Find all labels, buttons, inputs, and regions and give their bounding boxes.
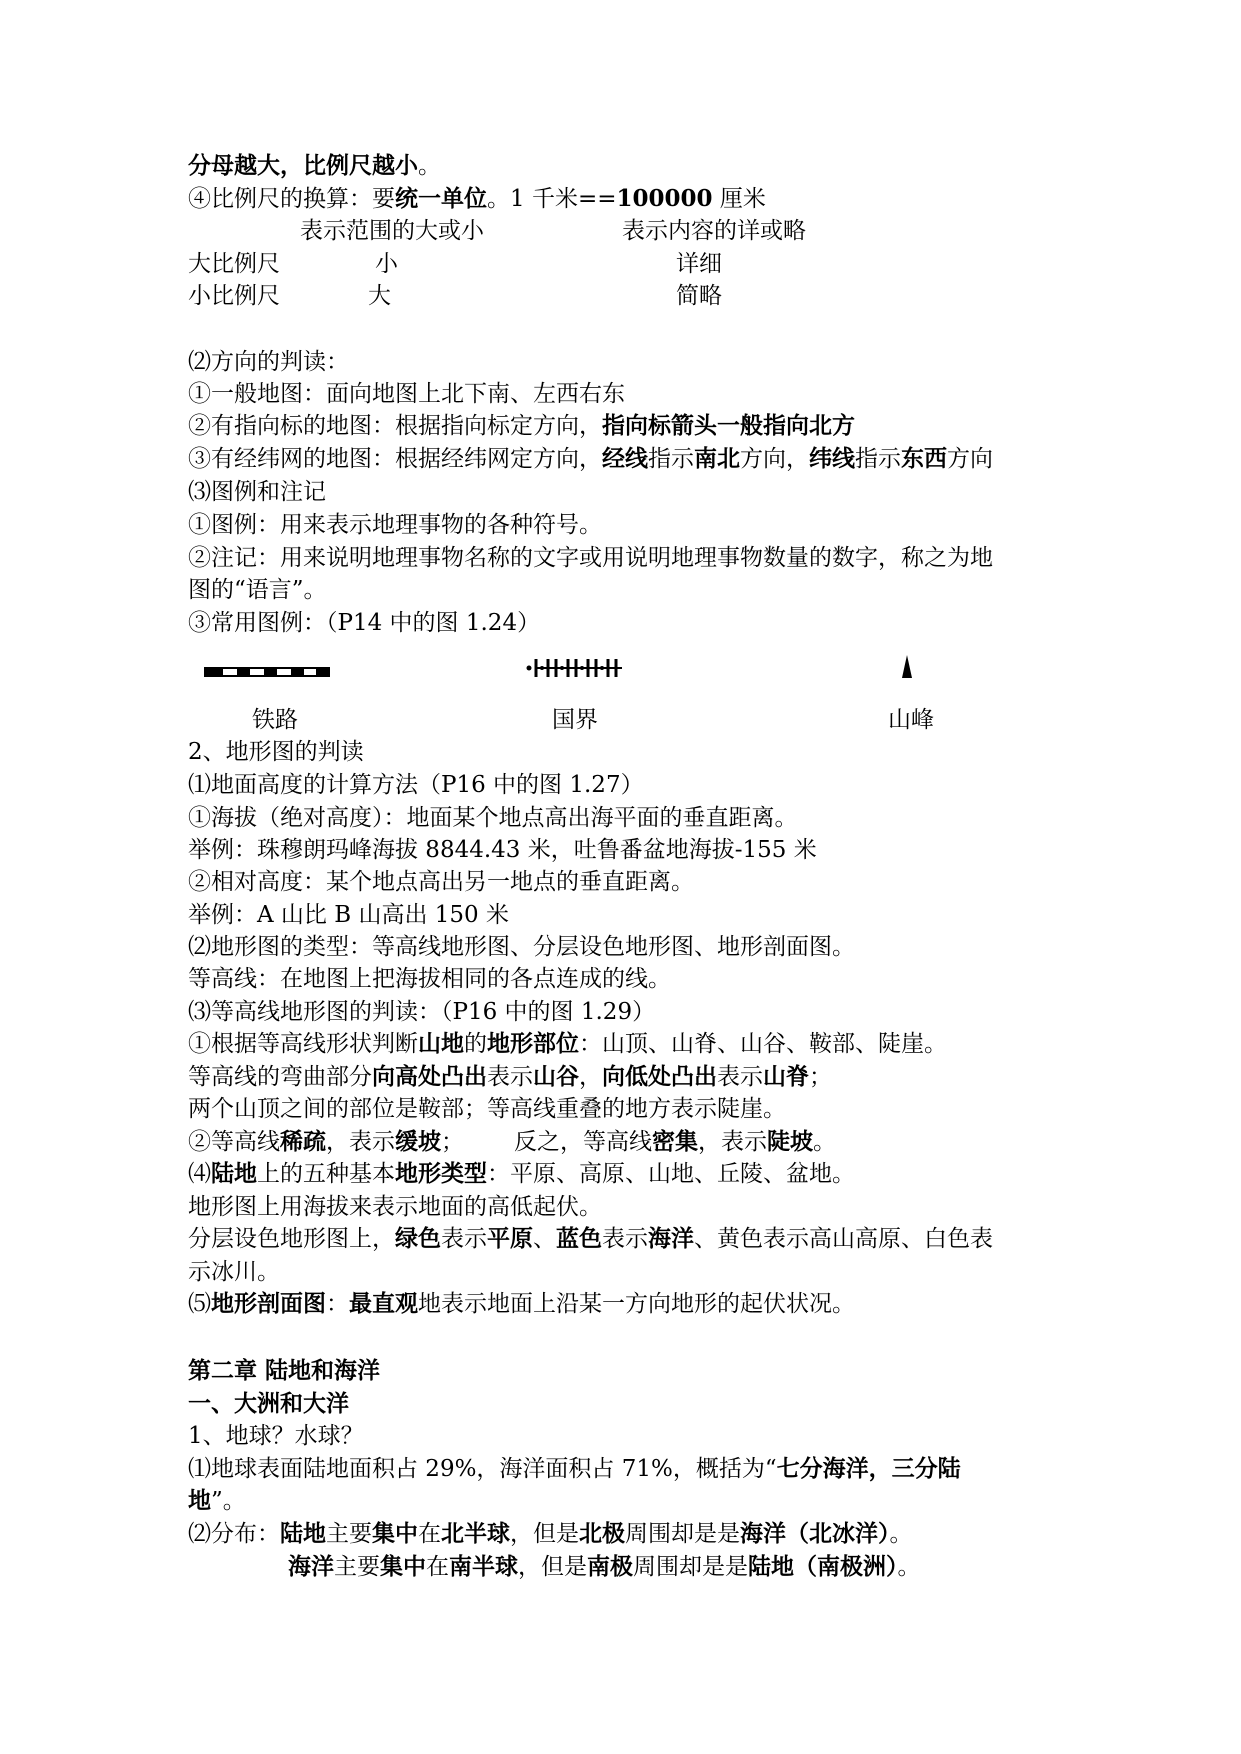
text-run: ⑵分布：	[188, 1521, 280, 1547]
text-line: ⑴地面高度的计算方法（P16 中的图 1.27）	[188, 772, 644, 798]
text-run: ，	[579, 1064, 602, 1090]
text-run: ；	[809, 1064, 832, 1090]
table-row-label: 大比例尺	[188, 251, 280, 277]
bold-phrase: 指向标箭头一般指向北方	[602, 413, 855, 439]
bold-phrase: 陆地	[211, 1161, 257, 1187]
text-run: ②等高线	[188, 1129, 280, 1155]
bold-phrase: 地形部位	[487, 1031, 579, 1057]
text-run: 。	[889, 1521, 913, 1547]
text-line: ⑶等高线地形图的判读：（P16 中的图 1.29）	[188, 999, 656, 1025]
table-cell-range: 大	[368, 283, 391, 309]
bold-phrase: 北半球	[441, 1521, 510, 1547]
text-run: ，表示	[698, 1129, 767, 1155]
bold-phrase: 分母越大，比例尺越小	[188, 152, 418, 179]
bold-phrase: 山脊	[763, 1064, 809, 1090]
table-cell-detail: 简略	[676, 283, 722, 309]
text-run: ④比例尺的换算：要	[188, 186, 395, 212]
bold-phrase: 南极	[587, 1554, 633, 1580]
bold-phrase: 海洋	[648, 1226, 694, 1252]
text-line	[188, 1518, 913, 1550]
text-line: ⑶图例和注记	[188, 479, 326, 505]
bold-phrase: 山谷	[533, 1064, 579, 1090]
text-line: 两个山顶之间的部位是鞍部；等高线重叠的地方表示陡崖。	[188, 1096, 786, 1122]
bold-phrase: 北极	[579, 1521, 625, 1547]
text-run: 表示	[441, 1226, 487, 1252]
text-line: ⑵地形图的类型：等高线地形图、分层设色地形图、地形剖面图。	[188, 934, 855, 960]
text-line	[188, 443, 993, 475]
text-run: ⑸	[188, 1291, 211, 1317]
text-line	[288, 1551, 921, 1583]
bold-phrase: 海洋（北冰洋）	[740, 1521, 890, 1547]
text-run: 的	[464, 1031, 487, 1057]
text-line	[188, 1223, 993, 1255]
text-run: ⑷	[188, 1161, 211, 1187]
bold-phrase: 七分海洋，三分陆	[776, 1456, 961, 1482]
text-run: 表示	[487, 1064, 533, 1090]
text-line: 1、地球？水球？	[188, 1423, 364, 1449]
text-run: ⑴地球表面陆地面积占 29%，海洋面积占 71%，概括为“	[188, 1456, 777, 1482]
text-run: ，但是	[518, 1554, 587, 1580]
text-run: 表示	[602, 1226, 648, 1252]
peak-caption: 山峰	[888, 707, 934, 733]
text-run: 周围却是是	[633, 1554, 748, 1580]
bold-phrase: 集中	[380, 1554, 426, 1580]
text-run: ，表示	[326, 1129, 395, 1155]
text-line: 举例：A 山比 B 山高出 150 米	[188, 902, 509, 928]
text-run: 在	[418, 1521, 441, 1547]
text-run: 反之，等高线	[514, 1129, 652, 1155]
text-run: 。	[897, 1554, 921, 1580]
bold-phrase: 陆地	[280, 1521, 326, 1547]
text-run: 。	[418, 153, 441, 179]
bold-phrase: 平原	[487, 1226, 533, 1252]
text-run: 主要	[326, 1521, 372, 1547]
text-line	[188, 150, 441, 182]
text-run: ①根据等高线形状判断	[188, 1031, 418, 1057]
text-line: ①一般地图：面向地图上北下南、左西右东	[188, 381, 625, 407]
text-line	[188, 1158, 855, 1190]
text-run: 上的五种基本	[257, 1161, 395, 1187]
text-line: 地形图上用海拔来表示地面的高低起伏。	[188, 1194, 602, 1220]
bold-phrase: 东西	[901, 446, 947, 472]
bold-phrase: 南半球	[449, 1554, 518, 1580]
text-line	[188, 410, 855, 442]
bold-phrase: 向高处凸出	[372, 1064, 487, 1090]
bold-phrase: 集中	[372, 1521, 418, 1547]
bold-phrase: 缓坡	[395, 1129, 441, 1155]
bold-phrase: 绿色	[395, 1226, 441, 1252]
text-line	[188, 183, 766, 215]
text-run: 、黄色表示高山高原、白色表	[694, 1226, 993, 1252]
text-run: 周围却是是	[625, 1521, 740, 1547]
railway-symbol-icon	[204, 666, 330, 678]
text-run: 指示	[648, 446, 694, 472]
table-cell-detail: 详细	[676, 251, 722, 277]
text-line: 示冰川。	[188, 1259, 280, 1285]
railway-caption: 铁路	[252, 707, 298, 733]
text-line: 等高线：在地图上把海拔相同的各点连成的线。	[188, 966, 671, 992]
text-run: 指示	[855, 446, 901, 472]
text-line	[188, 1061, 832, 1093]
text-run: ③有经纬网的地图：根据经纬网定方向，	[188, 446, 602, 472]
bold-phrase: 南北	[694, 446, 740, 472]
text-run: 在	[426, 1554, 449, 1580]
table-cell-range: 小	[375, 251, 398, 277]
chapter-heading: 第二章 陆地和海洋	[188, 1358, 381, 1384]
text-run: ：山顶、山脊、山谷、鞍部、陡崖。	[579, 1031, 947, 1057]
table-header-detail: 表示内容的详或略	[622, 218, 806, 244]
text-run: ”。	[211, 1488, 246, 1514]
text-run: 地表示地面上沿某一方向地形的起伏状况。	[418, 1291, 855, 1317]
bold-phrase: 地形类型	[395, 1161, 487, 1187]
text-line	[188, 1485, 246, 1517]
text-line: ②注记：用来说明地理事物名称的文字或用说明地理事物数量的数字，称之为地	[188, 545, 993, 571]
table-header-range: 表示范围的大或小	[300, 218, 484, 244]
bold-phrase: 山地	[418, 1031, 464, 1057]
text-line	[188, 1288, 855, 1320]
bold-phrase: 经线	[602, 446, 648, 472]
text-run: 。	[813, 1129, 836, 1155]
text-run: 分层设色地形图上，	[188, 1226, 395, 1252]
text-line	[188, 1453, 961, 1485]
bold-phrase: 稀疏	[280, 1129, 326, 1155]
bold-phrase: 陆地（南极洲）	[748, 1554, 898, 1580]
text-run: ：	[326, 1291, 349, 1317]
text-line: ①图例：用来表示地理事物的各种符号。	[188, 512, 602, 538]
bold-phrase: 密集	[652, 1129, 698, 1155]
border-caption: 国界	[552, 707, 598, 733]
text-run: ②有指向标的地图：根据指向标定方向，	[188, 413, 602, 439]
bold-phrase: 地形剖面图	[211, 1291, 326, 1317]
text-run: 主要	[334, 1554, 380, 1580]
section-heading: 一、大洲和大洋	[188, 1391, 349, 1417]
text-line	[188, 1028, 947, 1060]
text-line: 2、地形图的判读	[188, 739, 364, 765]
bold-phrase: 100000	[616, 185, 713, 212]
bold-phrase: 地	[188, 1488, 211, 1514]
bold-phrase: 蓝色	[556, 1226, 602, 1252]
bold-phrase: 最直观	[349, 1291, 418, 1317]
bold-phrase: 陡坡	[767, 1129, 813, 1155]
text-line: 举例：珠穆朗玛峰海拔 8844.43 米，吐鲁番盆地海拔-155 米	[188, 837, 817, 863]
text-line	[188, 1126, 836, 1158]
bold-phrase: 向低处凸出	[602, 1064, 717, 1090]
bold-phrase: 纬线	[809, 446, 855, 472]
text-line: ⑵方向的判读：	[188, 349, 349, 375]
text-run: 厘米	[712, 186, 766, 212]
text-run: 方向，	[740, 446, 809, 472]
text-line: ①海拔（绝对高度）：地面某个地点高出海平面的垂直距离。	[188, 805, 798, 831]
text-run: 、	[533, 1226, 556, 1252]
text-run: ：平原、高原、山地、丘陵、盆地。	[487, 1161, 855, 1187]
text-run: ，但是	[510, 1521, 579, 1547]
text-run: 方向	[947, 446, 993, 472]
text-run: 等高线的弯曲部分	[188, 1064, 372, 1090]
bold-phrase: 统一单位	[395, 185, 487, 212]
table-row-label: 小比例尺	[188, 283, 280, 309]
border-symbol-icon	[526, 656, 626, 680]
bold-phrase: 海洋	[288, 1554, 334, 1580]
text-run: ；	[441, 1129, 464, 1155]
mountain-peak-icon	[900, 654, 914, 680]
text-run: 表示	[717, 1064, 763, 1090]
text-run: 。1 千米==	[487, 186, 617, 212]
text-line: ③常用图例：（P14 中的图 1.24）	[188, 610, 541, 636]
text-line: 图的“语言”。	[188, 577, 327, 603]
text-line: ②相对高度：某个地点高出另一地点的垂直距离。	[188, 869, 694, 895]
